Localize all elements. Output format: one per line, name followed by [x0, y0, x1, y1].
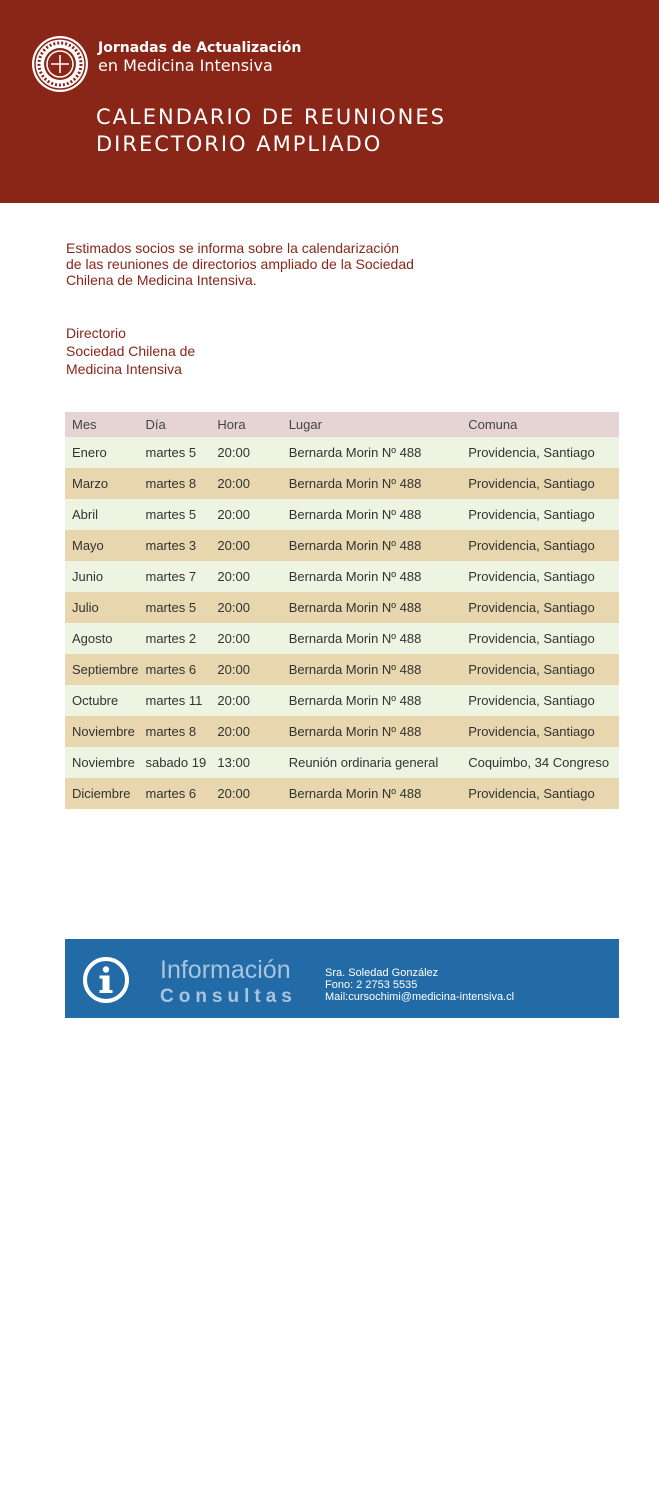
table-row	[65, 561, 619, 592]
cell-dia: martes 11	[138, 685, 210, 716]
cell-dia: martes 8	[138, 468, 210, 499]
cell-mes: Noviembre	[65, 747, 138, 778]
cell-dia: martes 3	[138, 530, 210, 561]
org-line-1: Jornadas de Actualización	[98, 40, 302, 56]
intro-line-3: Chilena de Medicina Intensiva.	[66, 272, 257, 288]
cell-dia: martes 2	[138, 623, 210, 654]
cell-dia: martes 5	[138, 437, 210, 468]
signature-line-1: Directorio	[66, 325, 126, 341]
column-header-mes: Mes	[65, 412, 138, 437]
cell-lugar: Bernarda Morin Nº 488	[282, 468, 462, 499]
cell-mes: Julio	[65, 592, 138, 623]
title-line-1: CALENDARIO DE REUNIONES	[96, 105, 446, 129]
cell-comuna: Providencia, Santiago	[461, 623, 619, 654]
cell-comuna: Providencia, Santiago	[461, 654, 619, 685]
cell-lugar: Bernarda Morin Nº 488	[282, 592, 462, 623]
cell-mes: Noviembre	[65, 716, 138, 747]
column-header-dia: Día	[138, 412, 210, 437]
cell-hora: 20:00	[210, 685, 281, 716]
cell-dia: martes 5	[138, 592, 210, 623]
table-row	[65, 437, 619, 468]
header-banner	[0, 0, 659, 203]
cell-comuna: Providencia, Santiago	[461, 716, 619, 747]
contact-name: Sra. Soledad González	[325, 967, 439, 979]
table-row	[65, 592, 619, 623]
cell-lugar: Bernarda Morin Nº 488	[282, 685, 462, 716]
intro-line-1: Estimados socios se informa sobre la calendarización	[66, 240, 400, 256]
cell-lugar: Bernarda Morin Nº 488	[282, 530, 462, 561]
cell-comuna: Providencia, Santiago	[461, 592, 619, 623]
table-row	[65, 685, 619, 716]
cell-lugar: Bernarda Morin Nº 488	[282, 499, 462, 530]
intro-line-2: de las reuniones de directorios ampliado de la Sociedad	[66, 256, 414, 272]
cell-comuna: Providencia, Santiago	[461, 437, 619, 468]
cell-mes: Agosto	[65, 623, 138, 654]
cell-hora: 20:00	[210, 778, 281, 809]
cell-comuna: Coquimbo, 34 Congreso	[461, 747, 619, 778]
table-row	[65, 499, 619, 530]
cell-lugar: Bernarda Morin Nº 488	[282, 623, 462, 654]
cell-hora: 20:00	[210, 654, 281, 685]
contact-email[interactable]: Mail:cursochimi@medicina-intensiva.cl	[325, 991, 515, 1003]
info-icon	[82, 956, 130, 1004]
meeting-schedule-table	[65, 412, 619, 809]
cell-dia: martes 5	[138, 499, 210, 530]
column-header-comuna: Comuna	[461, 412, 619, 437]
signature-line-2: Sociedad Chilena de	[66, 343, 196, 359]
signature-line-3: Medicina Intensiva	[66, 361, 182, 377]
table-row	[65, 530, 619, 561]
cell-comuna: Providencia, Santiago	[461, 499, 619, 530]
title-line-2: DIRECTORIO AMPLIADO	[96, 132, 383, 156]
org-line-2: en Medicina Intensiva	[98, 56, 273, 75]
cell-lugar: Reunión ordinaria general	[282, 747, 462, 778]
cell-mes: Marzo	[65, 468, 138, 499]
signature-block	[66, 324, 195, 378]
column-header-lugar: Lugar	[282, 412, 462, 437]
cell-lugar: Bernarda Morin Nº 488	[282, 654, 462, 685]
cell-mes: Enero	[65, 437, 138, 468]
society-seal-icon	[31, 35, 89, 93]
cell-hora: 20:00	[210, 592, 281, 623]
cell-comuna: Providencia, Santiago	[461, 561, 619, 592]
cell-dia: martes 6	[138, 778, 210, 809]
cell-hora: 20:00	[210, 499, 281, 530]
table-row	[65, 623, 619, 654]
table-row	[65, 716, 619, 747]
cell-mes: Abril	[65, 499, 138, 530]
cell-mes: Septiembre	[65, 654, 138, 685]
table-row	[65, 747, 619, 778]
cell-lugar: Bernarda Morin Nº 488	[282, 716, 462, 747]
page-title	[96, 104, 446, 158]
cell-mes: Mayo	[65, 530, 138, 561]
cell-mes: Diciembre	[65, 778, 138, 809]
cell-dia: martes 8	[138, 716, 210, 747]
info-subtitle: Consultas	[160, 986, 297, 1007]
organization-name	[98, 40, 301, 74]
cell-comuna: Providencia, Santiago	[461, 468, 619, 499]
cell-lugar: Bernarda Morin Nº 488	[282, 437, 462, 468]
cell-comuna: Providencia, Santiago	[461, 685, 619, 716]
cell-dia: martes 6	[138, 654, 210, 685]
contact-phone: Fono: 2 2753 5535	[325, 979, 418, 991]
intro-paragraph	[66, 240, 446, 288]
cell-dia: sabado 19	[138, 747, 210, 778]
table-header-row	[65, 412, 619, 437]
cell-mes: Octubre	[65, 685, 138, 716]
table-row	[65, 468, 619, 499]
table-row	[65, 654, 619, 685]
cell-hora: 13:00	[210, 747, 281, 778]
cell-hora: 20:00	[210, 623, 281, 654]
cell-hora: 20:00	[210, 468, 281, 499]
info-title: Información	[160, 956, 291, 984]
cell-hora: 20:00	[210, 530, 281, 561]
cell-hora: 20:00	[210, 716, 281, 747]
table-body	[65, 437, 619, 809]
information-banner	[65, 939, 619, 1018]
cell-comuna: Providencia, Santiago	[461, 530, 619, 561]
table-row	[65, 778, 619, 809]
cell-dia: martes 7	[138, 561, 210, 592]
cell-comuna: Providencia, Santiago	[461, 778, 619, 809]
contact-details	[325, 967, 514, 1003]
cell-hora: 20:00	[210, 561, 281, 592]
cell-hora: 20:00	[210, 437, 281, 468]
cell-mes: Junio	[65, 561, 138, 592]
cell-lugar: Bernarda Morin Nº 488	[282, 561, 462, 592]
cell-lugar: Bernarda Morin Nº 488	[282, 778, 462, 809]
column-header-hora: Hora	[210, 412, 281, 437]
